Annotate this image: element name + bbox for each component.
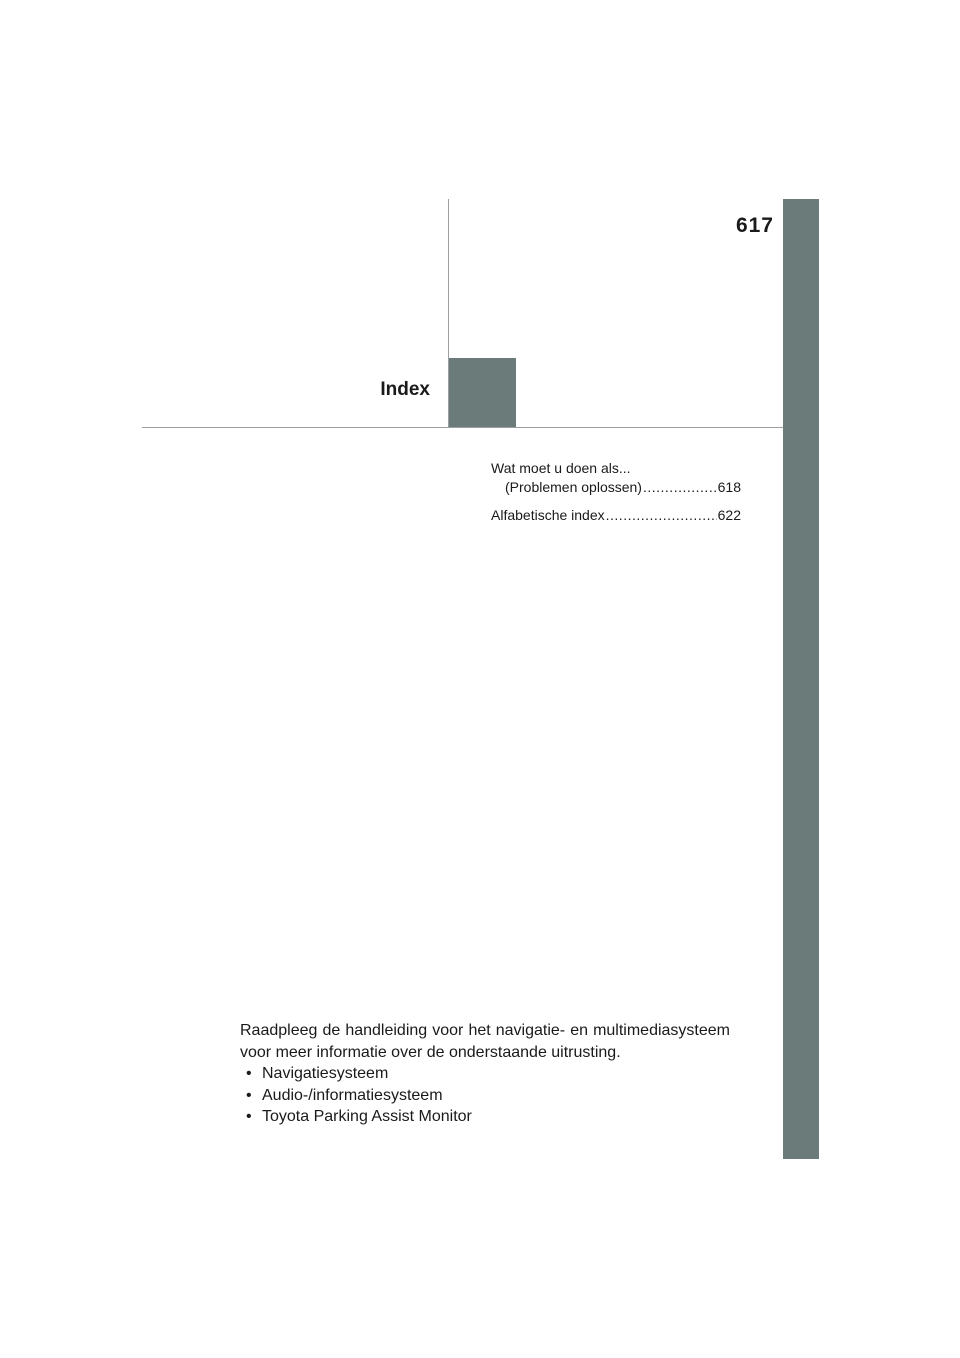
toc-entry-subtitle: (Problemen oplossen) xyxy=(505,479,642,495)
toc-leader-dots xyxy=(606,506,717,525)
bullet-icon: • xyxy=(246,1065,252,1082)
toc-page-number: 622 xyxy=(717,507,741,523)
toc-entry-title: Alfabetische index xyxy=(491,507,605,523)
note-list xyxy=(240,1063,730,1128)
toc-entry-line xyxy=(491,459,741,478)
toc-page-number: 618 xyxy=(717,479,741,495)
reference-note xyxy=(240,1020,730,1128)
toc-leader-dots xyxy=(643,478,717,497)
toc-entry-alphabetical-index[interactable] xyxy=(491,506,741,525)
horizontal-divider xyxy=(142,427,783,428)
section-marker-block xyxy=(449,358,516,427)
chapter-side-tab xyxy=(783,199,819,1159)
list-item xyxy=(246,1063,730,1085)
list-item-text: Navigatiesysteem xyxy=(262,1065,389,1082)
section-title: Index xyxy=(380,379,430,400)
list-item xyxy=(246,1106,730,1128)
page-number: 617 xyxy=(735,214,774,237)
bullet-icon: • xyxy=(246,1086,252,1104)
table-of-contents xyxy=(491,459,741,534)
note-paragraph: Raadpleeg de handleiding voor het navigatie- en multimediasysteem voor meer informatie over de onderstaande uitrusting. xyxy=(240,1022,730,1061)
toc-entry-line xyxy=(491,478,741,497)
bullet-icon: • xyxy=(246,1108,252,1125)
list-item-text: Toyota Parking Assist Monitor xyxy=(262,1108,472,1125)
toc-entry-troubleshooting[interactable] xyxy=(491,459,741,497)
list-item-text: Audio-/informatiesysteem xyxy=(262,1086,443,1104)
list-item xyxy=(246,1085,730,1107)
toc-entry-title: Wat moet u doen als... xyxy=(491,460,631,476)
toc-entry-line xyxy=(491,506,741,525)
